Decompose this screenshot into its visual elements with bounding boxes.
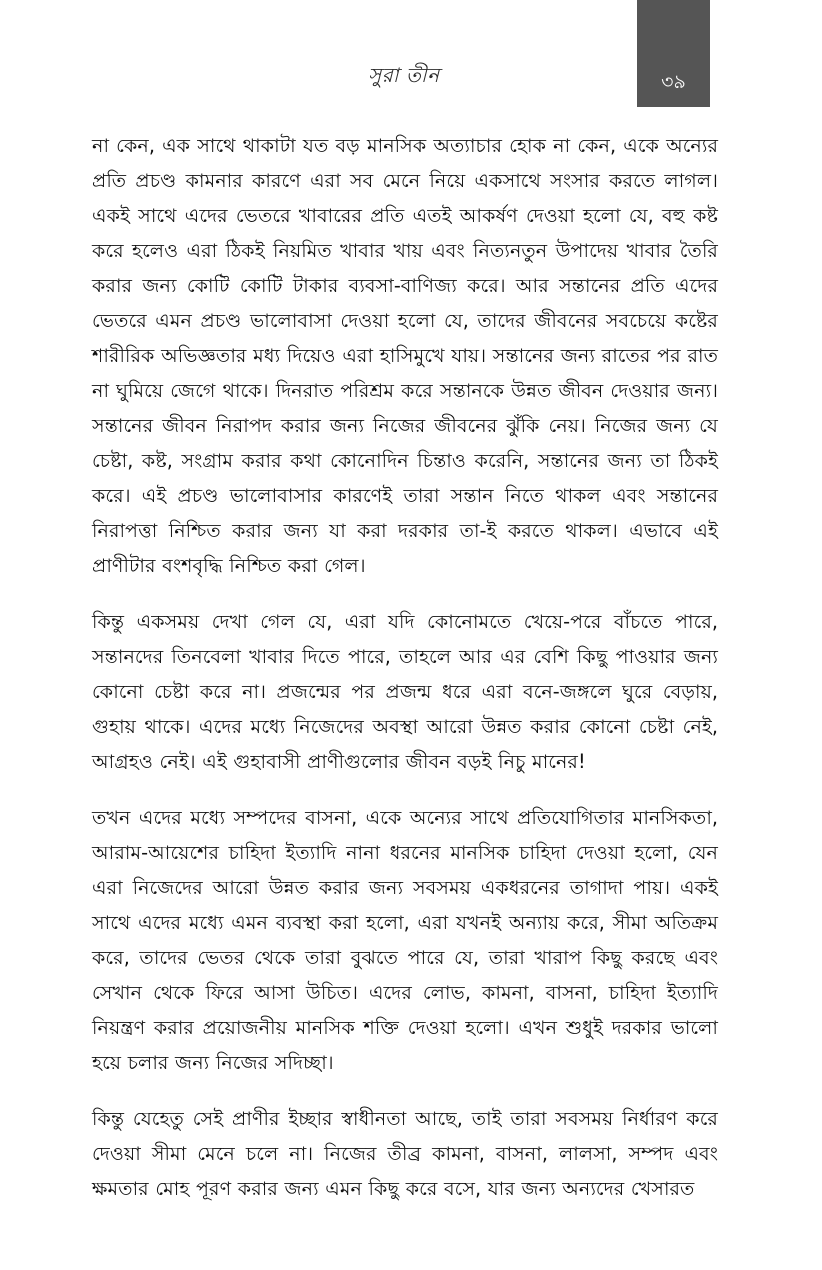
page-number-box — [637, 0, 710, 107]
body-text-column — [92, 128, 718, 1206]
running-header — [0, 0, 822, 110]
paragraph-3: তখন এদের মধ্যে সম্পদের বাসনা, একে অন্যের সাথে প্রতিযোগিতার মানসিকতা, আরাম-আয়েশের চাহিদা ইত্যাদি নানা ধরনের মানসিক চাহিদা দেওয়া হলো, যেন এরা নিজেদের আরো উন্নত করার জন্য সবসময় একধরনের তাগাদা পায়। একই সাথে এদের মধ্যে এমন ব্যবস্থা করা হলো, এরা যখনই অন্যায় করে, সীমা অতিক্রম করে, তাদের ভেতর থেকে তারা বুঝতে পারে যে, তারা খারাপ কিছু করছে এবং সেখান থেকে ফিরে আসা উচিত। এদের লোভ, কামনা, বাসনা, চাহিদা ইত্যাদি নিয়ন্ত্রণ করার প্রয়োজনীয় মানসিক শক্তি দেওয়া হলো। এখন শুধুই দরকার ভালো হয়ে চলার জন্য নিজের সদিচ্ছা। — [92, 806, 718, 1074]
chapter-title: সুরা তীন — [368, 63, 440, 87]
paragraph-4: কিন্তু যেহেতু সেই প্রাণীর ইচ্ছার স্বাধীনতা আছে, তাই তারা সবসময় নির্ধারণ করে দেওয়া সীমা মেনে চলে না। নিজের তীব্র কামনা, বাসনা, লালসা, সম্পদ এবং ক্ষমতার মোহ পূরণ করার জন্য এমন কিছু করে বসে, যার জন্য অন্যদের খেসারত — [92, 1107, 718, 1200]
paragraph-1: না কেন, এক সাথে থাকাটা যত বড় মানসিক অত্যাচার হোক না কেন, একে অন্যের প্রতি প্রচণ্ড কামনার কারণে এরা সব মেনে নিয়ে একসাথে সংসার করতে লাগল। একই সাথে এদের ভেতরে খাবারের প্রতি এতই আকর্ষণ দেওয়া হলো যে, বহু কষ্ট করে হলেও এরা ঠিকই নিয়মিত খাবার খায় এবং নিত্যনতুন উপাদেয় খাবার তৈরি করার জন্য কোটি কোটি টাকার ব্যবসা-বাণিজ্য করে। আর সন্তানের প্রতি এদের ভেতরে এমন প্রচণ্ড ভালোবাসা দেওয়া হলো যে, তাদের জীবনের সবচেয়ে কষ্টের শারীরিক অভিজ্ঞতার মধ্য দিয়েও এরা হাসিমুখে যায়। সন্তানের জন্য রাতের পর রাত না ঘুমিয়ে জেগে থাকে। দিনরাত পরিশ্রম করে সন্তানকে উন্নত জীবন দেওয়ার জন্য। সন্তানের জীবন নিরাপদ করার জন্য নিজের জীবনের ঝুঁকি নেয়। নিজের জন্য যে চেষ্টা, কষ্ট, সংগ্রাম করার কথা কোনোদিন চিন্তাও করেনি, সন্তানের জন্য তা ঠিকই করে। এই প্রচণ্ড ভালোবাসার কারণেই তারা সন্তান নিতে থাকল এবং সন্তানের নিরাপত্তা নিশ্চিত করার জন্য যা করা দরকার তা-ই করতে থাকল। এভাবে এই প্রাণীটার বংশবৃদ্ধি নিশ্চিত করা গেল। — [92, 134, 718, 577]
page-number: ৩৯ — [661, 71, 686, 93]
paragraph-2: কিন্তু একসময় দেখা গেল যে, এরা যদি কোনোমতে খেয়ে-পরে বাঁচতে পারে, সন্তানদের তিনবেলা খাবার দিতে পারে, তাহলে আর এর বেশি কিছু পাওয়ার জন্য কোনো চেষ্টা করে না। প্রজন্মের পর প্রজন্ম ধরে এরা বনে-জঙ্গলে ঘুরে বেড়ায়, গুহায় থাকে। এদের মধ্যে নিজেদের অবস্থা আরো উন্নত করার কোনো চেষ্টা নেই, আগ্রহও নেই। এই গুহাবাসী প্রাণীগুলোর জীবন বড়ই নিচু মানের! — [92, 610, 718, 773]
